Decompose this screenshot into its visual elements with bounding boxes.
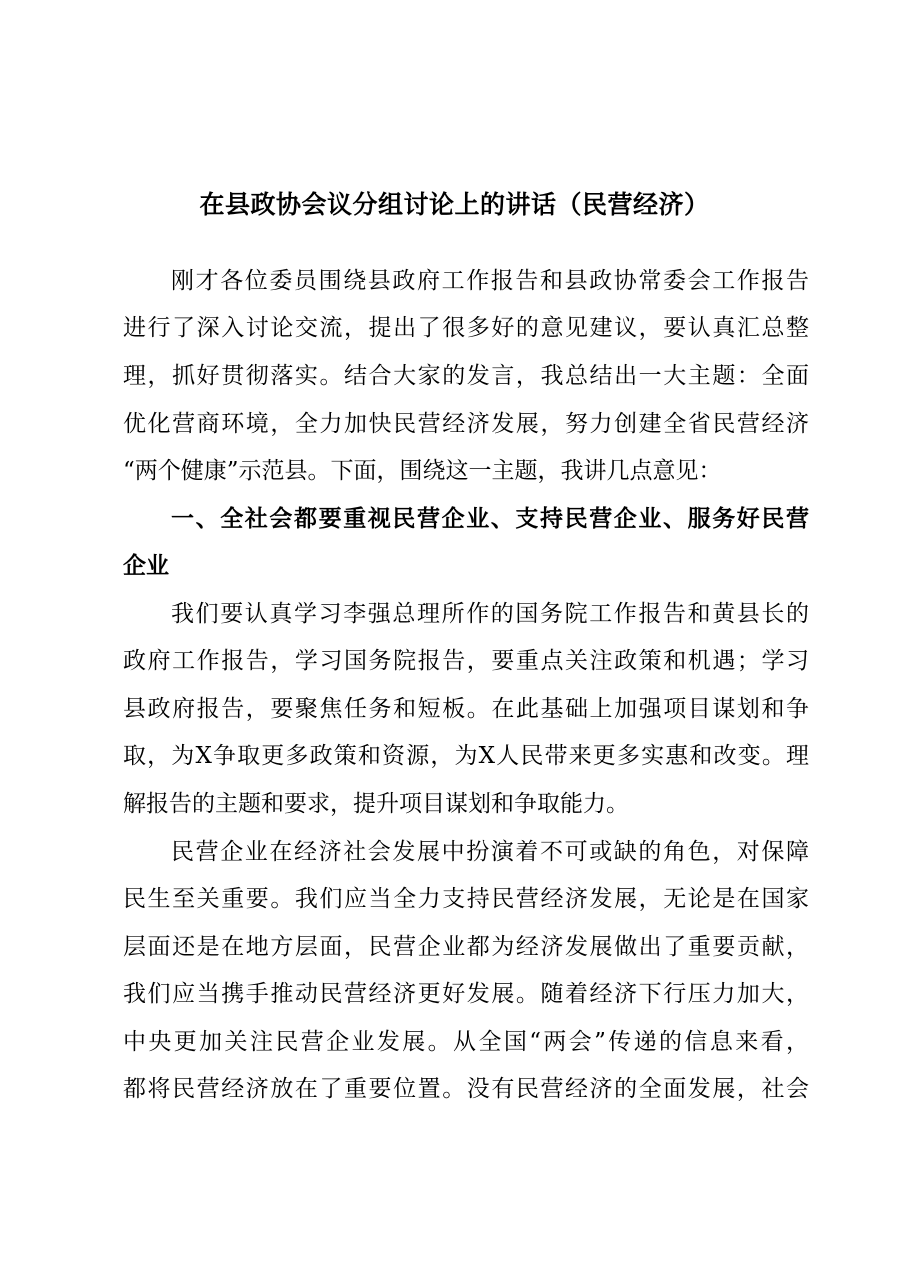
paragraph-line: 都将民营经济放在了重要位置。没有民营经济的全面发展，社会	[123, 1076, 809, 1102]
paragraph-line: “两个健康”示范县。下面，围绕这一主题，我讲几点意见：	[123, 458, 722, 484]
paragraph-line: 我们要认真学习李强总理所作的国务院工作报告和黄县长的	[171, 601, 809, 627]
paragraph-line: 民生至关重要。我们应当全力支持民营经济发展，无论是在国家	[123, 886, 809, 912]
paragraph-line: 层面还是在地方层面，民营企业都为经济发展做出了重要贡献，	[123, 934, 809, 960]
paragraph-line: 民营企业在经济社会发展中扮演着不可或缺的角色，对保障	[171, 839, 809, 865]
paragraph-line: 理，抓好贯彻落实。结合大家的发言，我总结出一大主题：全面	[123, 363, 809, 389]
paragraph-line: 优化营商环境，全力加快民营经济发展，努力创建全省民营经济	[123, 411, 809, 437]
paragraph-line: 刚才各位委员围绕县政府工作报告和县政协常委会工作报告	[171, 268, 809, 294]
paragraph-line: 中央更加关注民营企业发展。从全国“两会”传递的信息来看，	[123, 1029, 809, 1055]
section-heading-line: 企业	[123, 553, 169, 579]
paragraph-line: 县政府报告，要聚焦任务和短板。在此基础上加强项目谋划和争	[123, 696, 809, 722]
section-heading-line: 一、全社会都要重视民营企业、支持民营企业、服务好民营	[171, 506, 809, 532]
paragraph-line: 政府工作报告，学习国务院报告，要重点关注政策和机遇；学习	[123, 648, 809, 674]
document-title: 在县政协会议分组讨论上的讲话（民营经济）	[199, 190, 710, 219]
paragraph-line: 我们应当携手推动民营经济更好发展。随着经济下行压力加大，	[123, 981, 809, 1007]
paragraph-line: 取，为X争取更多政策和资源，为X人民带来更多实惠和改变。理	[123, 743, 809, 769]
paragraph-line: 进行了深入讨论交流，提出了很多好的意见建议，要认真汇总整	[123, 315, 809, 341]
paragraph-line: 解报告的主题和要求，提升项目谋划和争取能力。	[123, 791, 629, 817]
